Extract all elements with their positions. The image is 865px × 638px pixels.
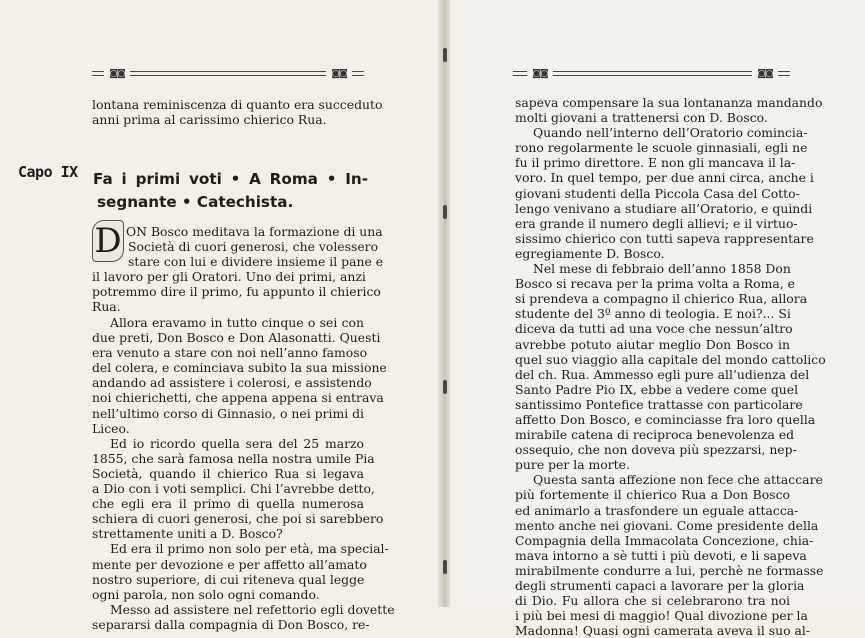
left-body-text [92,315,395,632]
text-line: mente per devozione e per affetto all’amato [92,556,367,572]
text-line: Liceo. [92,420,130,436]
text-line: i più bei mesi di maggio! Qual divozione per la [515,608,808,624]
text-line: Rua. [92,299,121,315]
text-line: ossequio, che non doveva più spezzarsi, nep- [515,442,797,458]
text-line: mava intorno a sè tutti i più devoti, e li sapeva [515,547,807,563]
right-body-text [515,95,826,638]
text-line: giovani studenti della Piccola Casa del Cotto- [515,185,800,201]
text-line: ON Bosco meditava la formazione di una [126,224,383,239]
text-line: andando ad assistere i colerosi, e assistendo [92,375,372,391]
text-line: avrebbe potuto aiutar meglio Don Bosco in [515,336,790,352]
left-header-ornament-start: ◙◙ [104,68,130,80]
text-line: del ch. Rua. Ammesso egli pure all’udienza del [515,366,810,382]
text-line: mento anche nei giovani. Come presidente della [515,517,819,533]
left-header-ornament-end: ◙◙ [326,68,352,80]
right-header-rule [513,70,790,78]
first-paragraph [92,224,384,315]
text-line: Società di cuori generosi, che volessero [128,239,379,255]
text-line: diceva da tutti ad una voce che nessun’altro [515,321,793,337]
text-line: voro. In quel tempo, per due anni circa, anche i [515,170,814,186]
text-line: studente del 3º anno di teologia. E noi?... Si [515,306,791,322]
chapter-label: Capo IX [18,163,78,181]
text-line: schiera di cuori generosi, che poi si sarebbero [92,511,384,527]
text-line: anni prima al carissimo chierico Rua. [92,112,327,128]
left-header-rule [92,70,364,78]
text-line: Madonna! Quasi ogni camerata aveva il suo al- [515,623,810,638]
text-line: santissimo Pontefice trattasse con particolare [515,396,803,412]
text-line: Bosco si recava per la prima volta a Roma, e [515,276,795,292]
right-page [450,0,865,638]
text-line: mirabilmente condurre a lui, perchè ne formasse [515,562,824,578]
text-line: rono regolarmente le scuole ginnasiali, egli ne [515,140,808,156]
text-line: il lavoro per gli Oratori. Uno dei primi, anzi [92,269,366,285]
text-line: sissimo chierico con tutti sapeva rappresentare [515,230,814,246]
text-line: noi chierichetti, che appena appena si entrava [92,390,384,406]
text-line: era venuto a stare con noi nell’anno famoso [92,345,368,361]
text-line: strettamente uniti a D. Bosco? [92,526,283,542]
text-line: quel suo viaggio alla capitale del mondo cattolico [515,351,826,367]
text-line: a Dio con i voti semplici. Chi l’avrebbe detto, [92,481,375,497]
text-line: Nel mese di febbraio dell’anno 1858 Don [533,261,791,277]
text-line: Questa santa affezione non fece che attaccare [533,472,823,488]
text-line: affetto Don Bosco, e cominciasse fra loro quella [515,411,816,427]
text-line: Fa i primi voti • A Roma • In- [93,170,368,188]
text-line: sapeva compensare la sua lontananza mandando [515,95,823,110]
text-line: che egli era il primo di quella numerosa [92,496,364,512]
text-line: Quando nell’interno dell’Oratorio comincia- [533,125,808,141]
text-line: si prendeva a compagno il chierico Rua, allora [515,291,808,307]
text-line: egregiamente D. Bosco. [515,245,665,261]
text-line: Ed io ricordo quella sera del 25 marzo [110,435,364,451]
text-line: due preti, Don Bosco e Don Alasonatti. Questi [92,330,381,346]
text-line: stare con lui e dividere insieme il pane e [128,254,384,270]
drop-cap-letter: D [92,220,124,262]
text-line: Santo Padre Pio IX, ebbe a vedere come quel [515,381,799,397]
text-line: separarsi dalla compagnia di Don Bosco, re- [92,616,370,632]
text-line: del colera, e cominciava subito la sua missione [92,360,387,376]
text-line: era grande il numero degli allievi; e il virtuo- [515,215,798,231]
text-line: ed animarlo a trasfondere un eguale attacca- [515,502,799,518]
text-line: nostro superiore, di cui riteneva qual legge [92,571,365,587]
text-line: potremmo dire il primo, fu appunto il chierico [92,284,381,300]
right-header-ornament-end: ◙◙ [752,68,778,80]
text-line: Compagnia della Immacolata Concezione, chia- [515,532,814,548]
text-line: degli strumenti capaci a lavorare per la gloria [515,578,805,593]
text-line: ogni parola, non solo ogni comando. [92,586,320,602]
text-line: Ed era il primo non solo per età, ma special- [110,541,389,557]
text-line: lontana reminiscenza di quanto era succeduto [92,97,383,112]
text-line: di Dio. Fu allora che si celebrarono tra noi [515,593,790,609]
text-line: Società, quando il chierico Rua si legava [92,465,364,481]
text-line: lengo venivano a studiare all’Oratorio, e quindi [515,200,813,216]
text-line: più fortemente il chierico Rua a Don Bosco [515,487,790,503]
text-line: pure per la morte. [515,457,630,473]
text-line: Allora eravamo in tutto cinque o sei con [110,315,364,330]
text-line: 1855, che sarà famosa nella nostra umile Pia [92,450,375,466]
text-line: nell’ultimo corso di Ginnasio, o nei primi di [92,405,364,421]
text-line: segnante • Catechista. [97,193,294,211]
right-header-ornament-start: ◙◙ [527,68,553,80]
text-line: mirabile catena di reciproca benevolenza ed [515,427,795,443]
text-line: molti giovani a trattenersi con D. Bosco. [515,110,768,126]
text-line: Messo ad assistere nel refettorio egli dovette [110,601,395,617]
continued-paragraph [92,97,383,128]
chapter-title [93,168,368,214]
text-line: fu il primo direttore. E non gli mancava il la- [515,155,796,171]
